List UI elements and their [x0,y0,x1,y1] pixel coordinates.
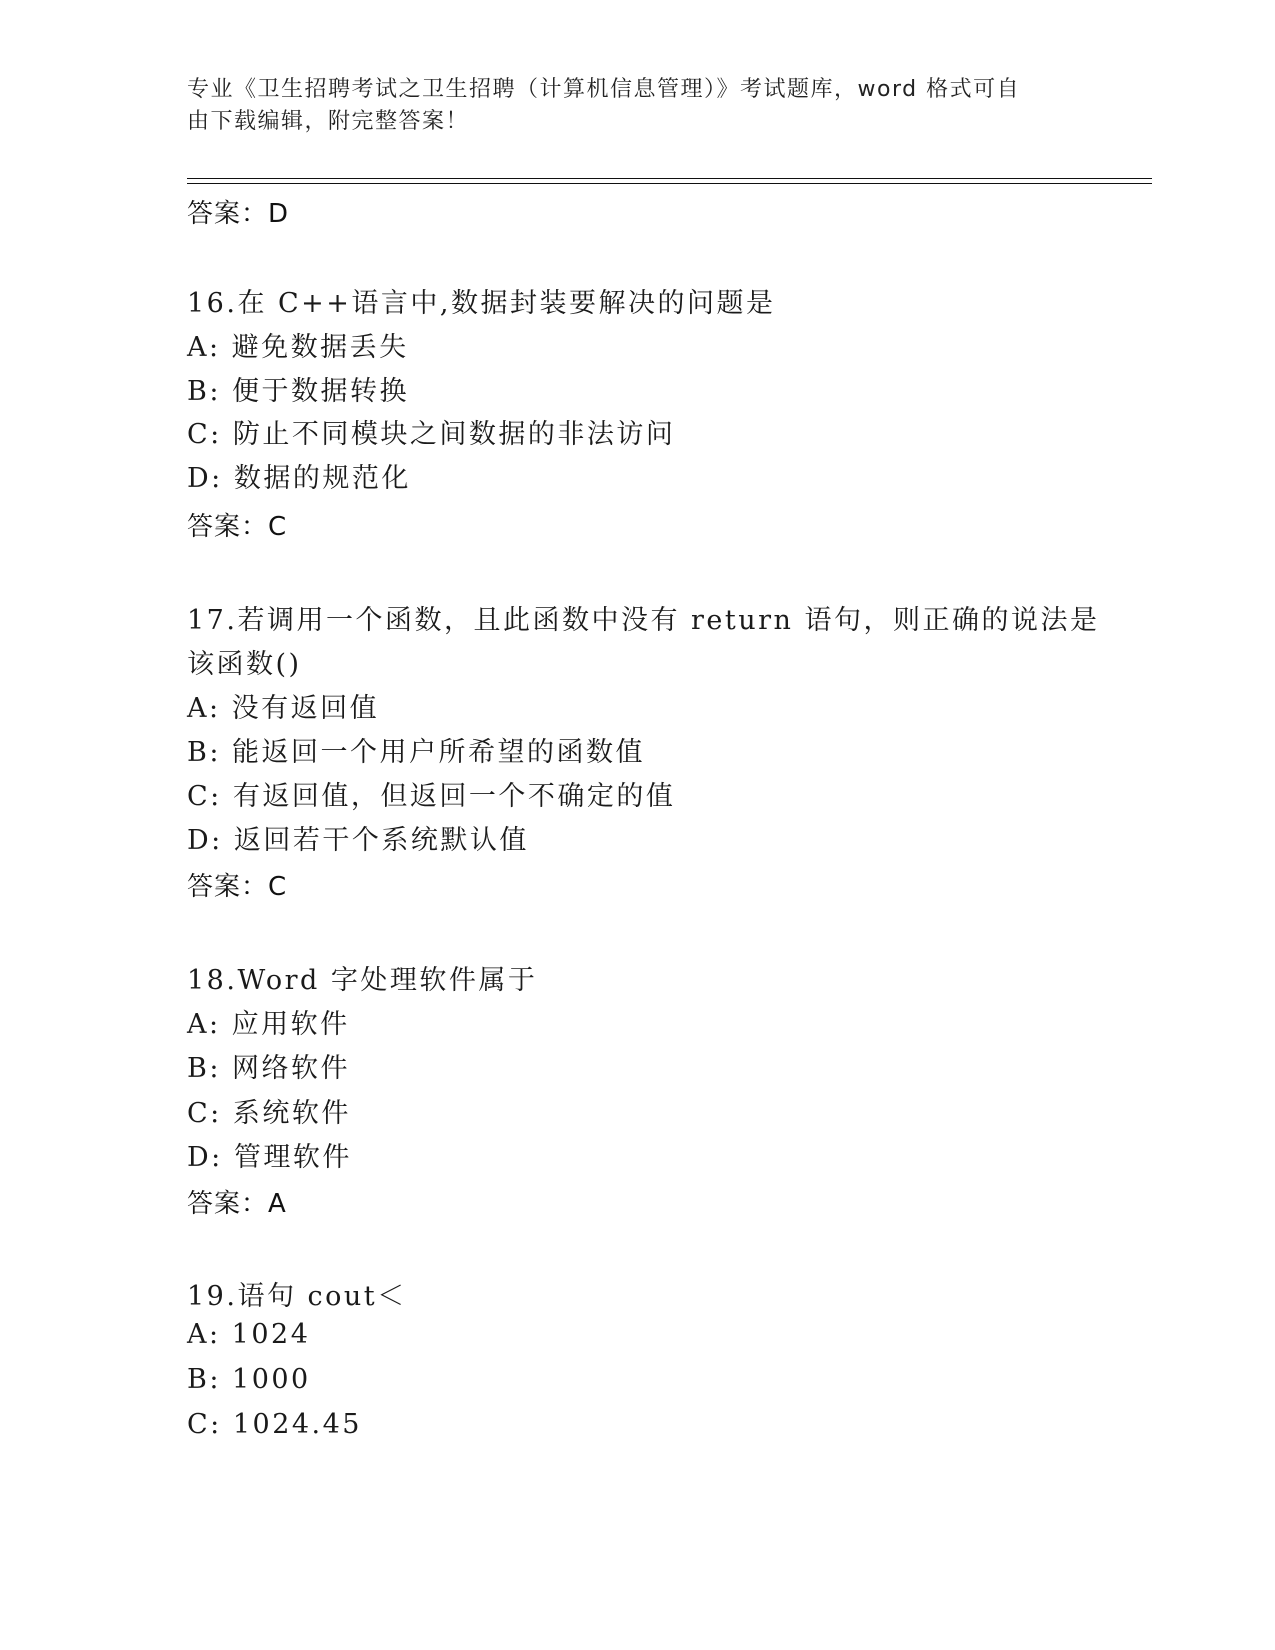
header-divider-top [187,178,1152,179]
question-16-option-a: A: 避免数据丢失 [187,332,409,363]
answer-q16: 答案：C [187,512,288,542]
question-17-option-d: D: 返回若干个系统默认值 [187,825,529,856]
question-19-option-b: B: 1000 [187,1364,311,1395]
question-18-option-b: B: 网络软件 [187,1053,351,1084]
header-line-1: 专业《卫生招聘考试之卫生招聘（计算机信息管理）》考试题库，word 格式可自 [187,77,1021,102]
question-17-option-a: A: 没有返回值 [187,693,380,724]
question-16-option-d: D: 数据的规范化 [187,463,411,494]
question-19-option-a: A: 1024 [187,1319,311,1350]
question-17-option-c: C: 有返回值，但返回一个不确定的值 [187,781,676,812]
question-17-stem-line-1: 17.若调用一个函数，且此函数中没有 return 语句，则正确的说法是 [187,605,1100,636]
document-header [187,74,1087,138]
answer-q15: 答案：D [187,199,290,229]
answer-q17: 答案：C [187,872,288,902]
header-divider-bottom [187,183,1152,184]
header-line-2: 由下载编辑，附完整答案！ [187,109,470,134]
question-18-option-a: A: 应用软件 [187,1009,350,1040]
question-18-stem: 18.Word 字处理软件属于 [187,965,538,996]
question-18-option-d: D: 管理软件 [187,1142,352,1173]
question-16-option-c: C: 防止不同模块之间数据的非法访问 [187,419,676,450]
question-17-option-b: B: 能返回一个用户所希望的函数值 [187,737,646,768]
answer-q18: 答案：A [187,1189,287,1219]
question-18-option-c: C: 系统软件 [187,1098,351,1129]
question-16-option-b: B: 便于数据转换 [187,376,410,407]
question-19-option-c: C: 1024.45 [187,1409,362,1440]
question-17-stem-line-2: 该函数() [187,649,302,680]
question-19-stem: 19.语句 cout＜ [187,1281,407,1312]
question-16-stem: 16.在 C++语言中,数据封装要解决的问题是 [187,288,776,319]
